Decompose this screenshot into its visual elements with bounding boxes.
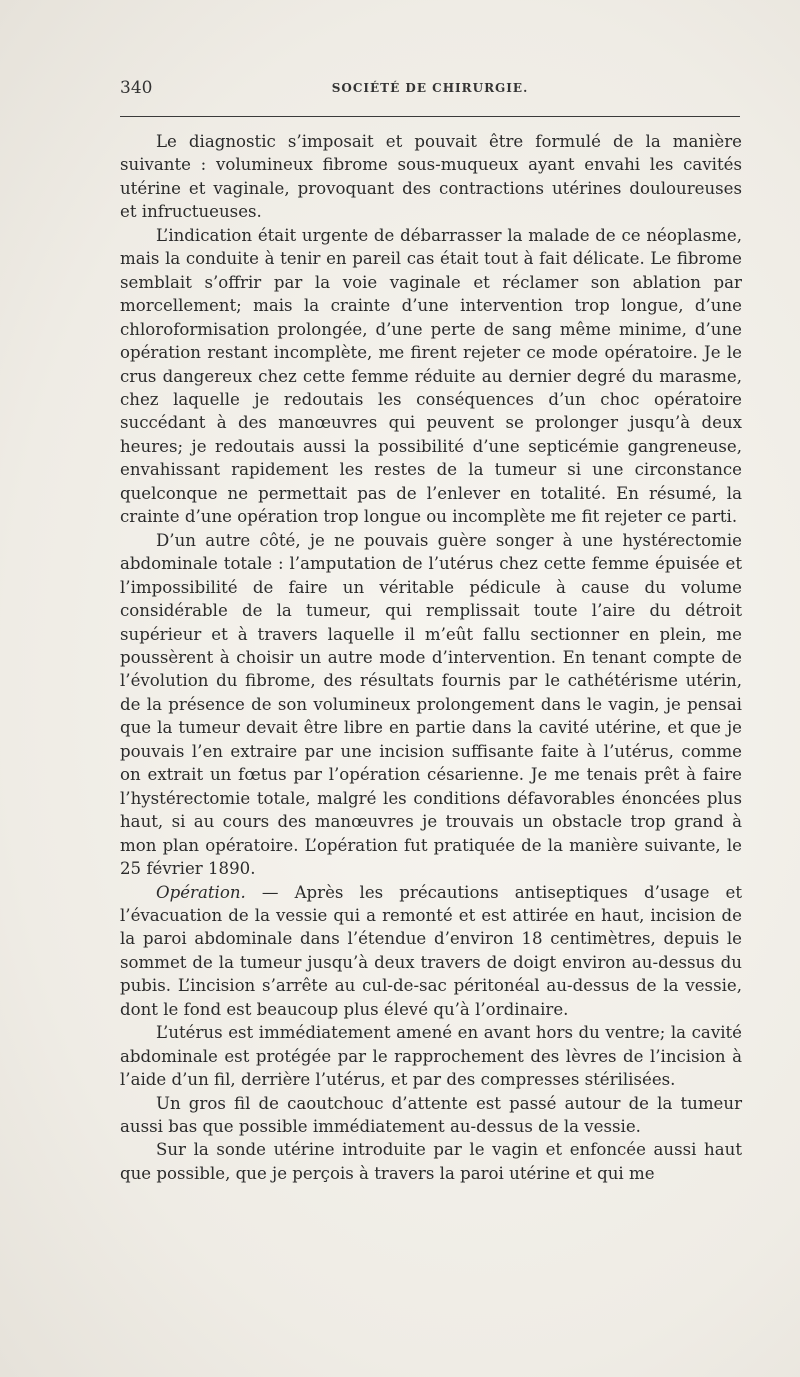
- paragraph: [120, 1138, 742, 1185]
- paragraph: [120, 1021, 742, 1091]
- paragraph-text: L’indication était urgente de débarrasser la malade de ce néoplasme, mais la conduite à tenir en pareil cas était tout à fait délicate. Le fibrome semblait s’offrir par la voie vaginale et réclamer son ablation par morcellement; mais la crainte d’une intervention trop longue, d’une chloroformisation prolongée, d’une perte de sang même minime, d’une opération restant incomplète, me firent rejeter ce mode opératoire. Je le crus dangereux chez cette femme réduite au dernier degré du marasme, chez laquelle je redoutais les conséquences d’un choc opératoire succédant à des manœuvres qui peuvent se prolonger jusqu’à deux heures; je redoutais aussi la possibilité d’une septicémie gangreneuse, envahissant rapidement les restes de la tumeur si une circonstance quelconque ne permettait pas de l’enlever en totalité. En résumé, la crainte d’une opération trop longue ou incomplète me fit rejeter ce parti.: [120, 225, 742, 527]
- section-lead: Opération.: [156, 882, 246, 902]
- body-text: [120, 130, 742, 1185]
- page-header: [120, 78, 740, 102]
- running-title: SOCIÉTÉ DE CHIRURGIE.: [331, 81, 529, 95]
- header-rule: [120, 116, 740, 117]
- paragraph: [120, 1092, 742, 1139]
- paragraph: [120, 881, 742, 1022]
- paragraph-text: Un gros fil de caoutchouc d’attente est passé autour de la tumeur aussi bas que possible immédiatement au-dessus de la vessie.: [120, 1093, 742, 1137]
- paragraph-text: L’utérus est immédiatement amené en avant hors du ventre; la cavité abdominale est protégée par le rapprochement des lèvres de l’incision à l’aide d’un fil, derrière l’utérus, et par des compresses stérilisées.: [120, 1023, 742, 1090]
- paragraph: [120, 529, 742, 881]
- paragraph-text: Sur la sonde utérine introduite par le vagin et enfoncée aussi haut que possible, que je perçois à travers la paroi utérine et qui me: [120, 1140, 742, 1183]
- paragraph: [120, 224, 742, 529]
- paragraph-text: — Après les précautions antiseptiques d’usage et l’évacuation de la vessie qui a remonté et est attirée en haut, incision de la paroi abdominale dans l’étendue d’environ 18 centimètres, depuis le sommet de la tumeur jusqu’à deux travers de doigt environ au-dessus du pubis. L’incision s’arrête au cul-de-sac péritonéal au-dessus de la vessie, dont le fond est beaucoup plus élevé qu’à l’ordinaire.: [120, 882, 742, 1019]
- paragraph-text: D’un autre côté, je ne pouvais guère songer à une hystérectomie abdominale totale : l’amputation de l’utérus chez cette femme épuisée et l’impossibilité de faire un véritable pédicule à cause du volume considérable de la tumeur, qui remplissait toute l’aire du détroit supérieur et à travers laquelle il m’eût fallu sectionner en plein, me poussèrent à choisir un autre mode d’intervention. En tenant compte de l’évolution du fibrome, des résultats fournis par le cathétérisme utérin, de la présence de son volumineux prolongement dans le vagin, je pensai que la tumeur devait être libre en partie dans la cavité utérine, et que je pouvais l’en extraire par une incision suffisante faite à l’utérus, comme on extrait un fœtus par l’opération césarienne. Je me tenais prêt à faire l’hystérectomie totale, malgré les conditions défavorables énoncées plus haut, si au cours des manœuvres je trouvais un obstacle trop grand à mon plan opératoire. L’opération fut pratiquée de la manière suivante, le 25 février 1890.: [120, 530, 742, 879]
- page-number: 340: [120, 78, 153, 98]
- paragraph-text: Le diagnostic s’imposait et pouvait être formulé de la manière suivante : volumineux fibrome sous-muqueux ayant envahi les cavités utérine et vaginale, provoquant des contractions utérines douloureuses et infructueuses.: [120, 132, 742, 222]
- paragraph: [120, 130, 742, 224]
